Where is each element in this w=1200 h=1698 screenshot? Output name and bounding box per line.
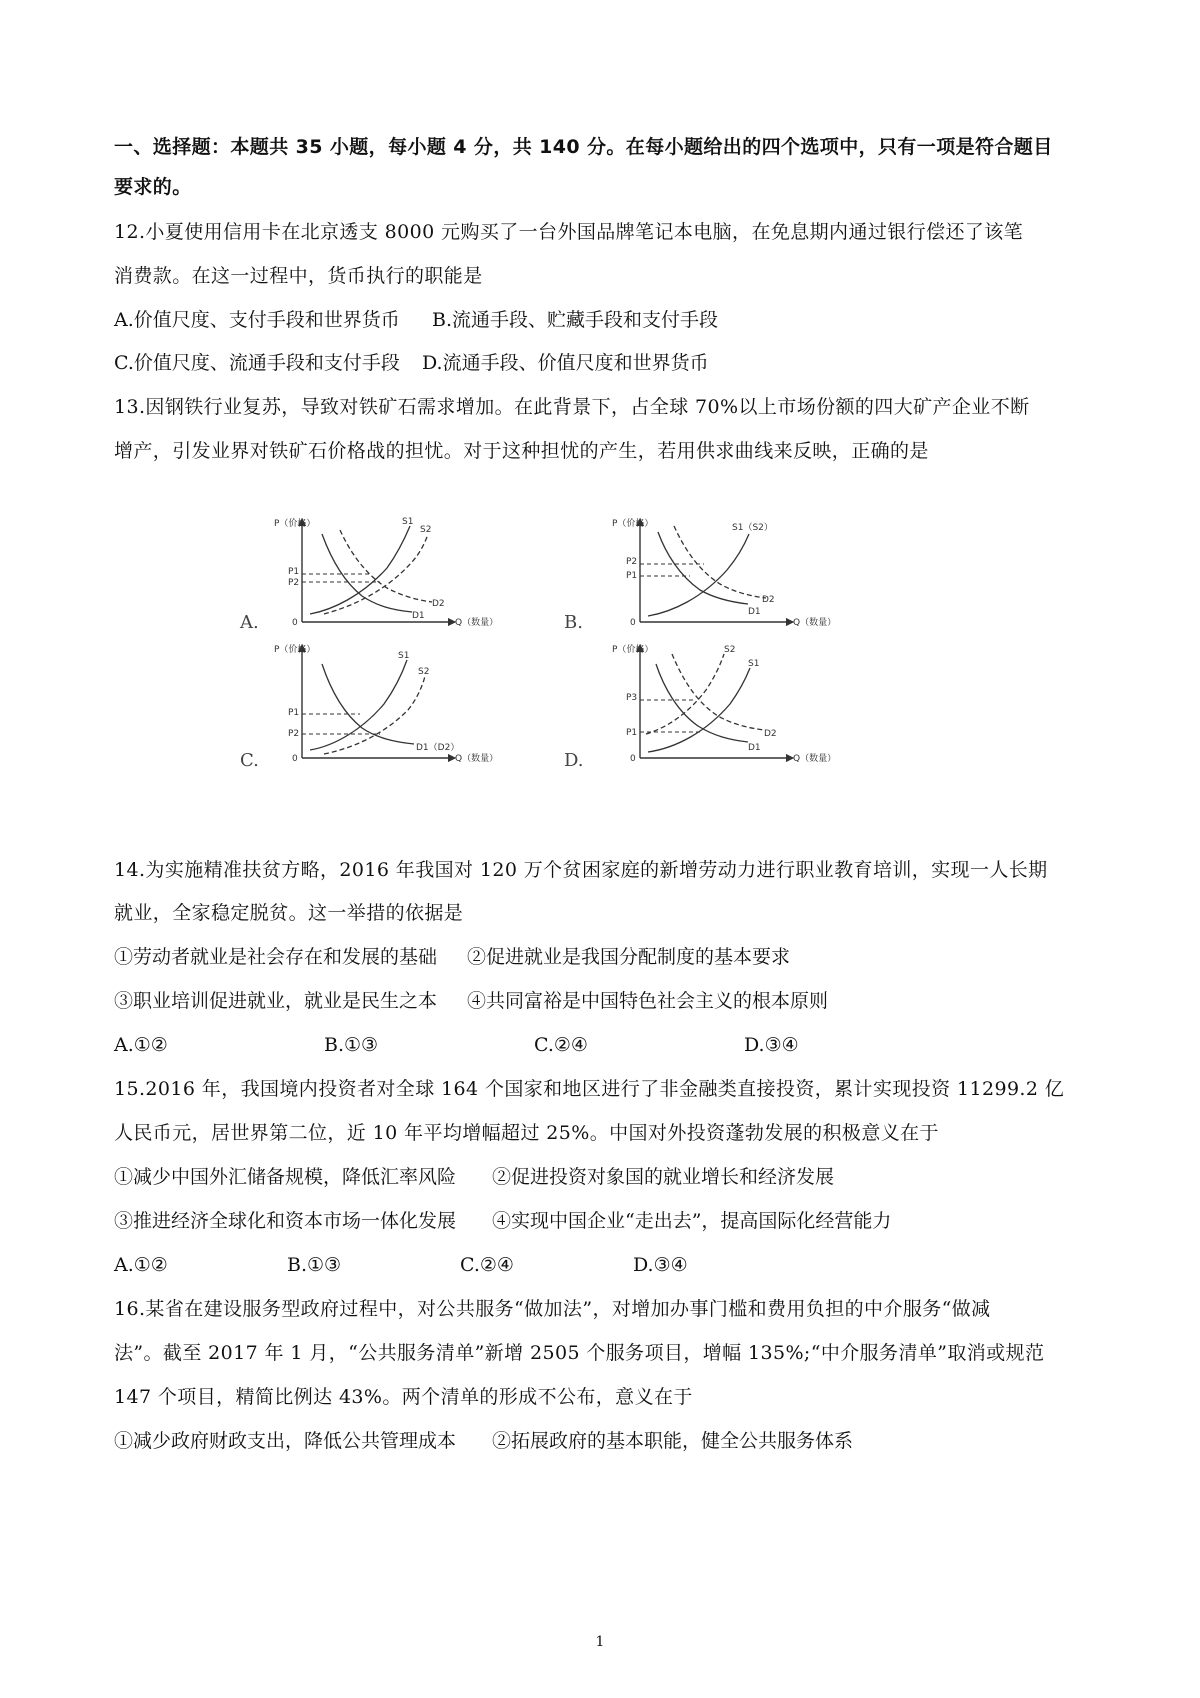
q12-option-b: B.流通手段、贮藏手段和支付手段 — [432, 309, 719, 331]
panel-b-d2-label: D2 — [762, 595, 775, 605]
panel-b-origin: 0 — [630, 618, 636, 628]
q16-stem-line3: 147 个项目，精简比例达 43%。两个清单的形成不公布，意义在于 — [114, 1386, 693, 1408]
q14-option-d: D.③④ — [744, 1034, 799, 1056]
panel-a-p1-label: P1 — [288, 567, 300, 577]
graph-panel-d — [564, 643, 836, 771]
q14-option-b: B.①③ — [324, 1034, 379, 1056]
panel-c-p1-label: P1 — [288, 708, 300, 718]
q15-option-b: B.①③ — [287, 1254, 342, 1276]
q14-items-row2 — [114, 988, 1014, 1014]
q15-stem-line2: 人民币元，居世界第二位，近 10 年平均增幅超过 25%。中国对外投资蓬勃发展的积极意义在于 — [114, 1122, 939, 1144]
q15-option-d: D.③④ — [633, 1254, 688, 1276]
panel-c-s1-curve — [310, 660, 407, 750]
panel-a-d2-label: D2 — [432, 599, 445, 609]
panel-c-p2-label: P2 — [288, 729, 300, 739]
panel-d-p1-label: P1 — [626, 728, 638, 738]
q12-option-d: D.流通手段、价值尺度和世界货币 — [422, 352, 709, 374]
graph-panel-c — [240, 643, 498, 771]
panel-a-x-label: Q（数量） — [455, 618, 499, 628]
graph-panel-b — [564, 517, 836, 633]
q14-item-3: ③职业培训促进就业，就业是民生之本 — [114, 990, 438, 1012]
panel-c-s2-label: S2 — [418, 667, 430, 677]
panel-d-x-label: Q（数量） — [793, 754, 837, 764]
panel-c-x-label: Q（数量） — [455, 754, 499, 764]
q12-options-row1 — [114, 307, 1014, 333]
q12-stem-line2: 消费款。在这一过程中，货币执行的职能是 — [114, 265, 483, 287]
panel-b-d1-label: D1 — [748, 607, 761, 617]
panel-b-d2-curve — [674, 526, 766, 598]
q14-options — [114, 1032, 1014, 1058]
q16-item-1: ①减少政府财政支出，降低公共管理成本 — [114, 1430, 457, 1452]
panel-a-p2-label: P2 — [288, 578, 300, 588]
panel-b-letter: B. — [564, 612, 583, 633]
panel-b-s-label: S1（S2） — [732, 523, 773, 533]
panel-c-d-label: D1（D2） — [416, 743, 460, 753]
q15-option-c: C.②④ — [460, 1254, 514, 1276]
panel-d-p3-label: P3 — [626, 693, 638, 703]
q14-stem-line2: 就业，全家稳定脱贫。这一举措的依据是 — [114, 902, 464, 924]
q15-stem-line1: 15.2016 年，我国境内投资者对全球 164 个国家和地区进行了非金融类直接投资，累计实现投资 11299.2 亿 — [114, 1078, 1065, 1100]
panel-a-s2-label: S2 — [420, 525, 432, 535]
q14-option-a: A.①② — [114, 1034, 168, 1056]
panel-a-y-label: P（价格） — [274, 519, 316, 529]
section-heading-line1: 一、选择题：本题共 35 小题，每小题 4 分，共 140 分。在每小题给出的四个选项中，只有一项是符合题目 — [114, 136, 1053, 158]
panel-c-s1-label: S1 — [398, 651, 410, 661]
q16-stem-line2: 法”。截至 2017 年 1 月，“公共服务清单”新增 2505 个服务项目，增幅 135%;“中介服务清单”取消或规范 — [114, 1342, 1045, 1364]
q16-stem-line1: 16.某省在建设服务型政府过程中，对公共服务“做加法”，对增加办事门槛和费用负担的中介服务“做减 — [114, 1298, 991, 1320]
panel-d-d2-label: D2 — [764, 729, 777, 739]
panel-a-d1-label: D1 — [412, 611, 425, 621]
panel-d-d1-label: D1 — [748, 743, 761, 753]
q15-items-row1 — [114, 1164, 1014, 1190]
q15-item-4: ④实现中国企业“走出去”，提高国际化经营能力 — [492, 1210, 892, 1232]
panel-b-p2-label: P2 — [626, 557, 638, 567]
q15-item-3: ③推进经济全球化和资本市场一体化发展 — [114, 1210, 457, 1232]
panel-d-s1-label: S1 — [748, 659, 760, 669]
q15-options — [114, 1252, 1014, 1278]
panel-d-y-label: P（价格） — [612, 645, 654, 655]
panel-a-s1-curve — [310, 526, 410, 614]
q15-item-2: ②促进投资对象国的就业增长和经济发展 — [492, 1166, 835, 1188]
panel-b-x-label: Q（数量） — [793, 618, 837, 628]
panel-c-origin: 0 — [292, 754, 298, 764]
q12-option-c: C.价值尺度、流通手段和支付手段 — [114, 352, 400, 374]
q14-stem-line1: 14.为实施精准扶贫方略，2016 年我国对 120 万个贫困家庭的新增劳动力进行职业教育培训，实现一人长期 — [114, 859, 1048, 881]
q15-item-1: ①减少中国外汇储备规模，降低汇率风险 — [114, 1166, 457, 1188]
q16-items-row1 — [114, 1428, 1014, 1454]
supply-demand-figure — [240, 517, 882, 848]
panel-c-y-label: P（价格） — [274, 645, 316, 655]
q13-stem-line1: 13.因钢铁行业复苏，导致对铁矿石需求增加。在此背景下，占全球 70%以上市场份额的四大矿产企业不断 — [114, 396, 1030, 418]
panel-a-d2-curve — [340, 530, 432, 602]
q13-stem-line2: 增产，引发业界对铁矿石价格战的担忧。对于这种担忧的产生，若用供求曲线来反映，正确的是 — [114, 440, 929, 462]
q15-items-row2 — [114, 1208, 1014, 1234]
panel-d-letter: D. — [564, 750, 584, 771]
panel-c-letter: C. — [240, 750, 259, 771]
q12-options-row2 — [114, 350, 1014, 376]
panel-a-s1-label: S1 — [402, 517, 414, 527]
panel-b-s-curve — [648, 534, 749, 616]
panel-b-d1-curve — [658, 532, 748, 604]
panel-b-y-label: P（价格） — [612, 519, 654, 529]
panel-b-p1-label: P1 — [626, 571, 638, 581]
panel-d-s2-label: S2 — [724, 645, 736, 655]
q16-item-2: ②拓展政府的基本职能，健全公共服务体系 — [492, 1430, 854, 1452]
panel-d-origin: 0 — [630, 754, 636, 764]
q14-items-row1 — [114, 944, 1014, 970]
panel-a-d1-curve — [322, 534, 412, 612]
q14-option-c: C.②④ — [534, 1034, 588, 1056]
graph-panel-a — [239, 517, 498, 633]
supply-demand-graphs — [240, 517, 882, 848]
q14-item-4: ④共同富裕是中国特色社会主义的根本原则 — [467, 990, 829, 1012]
page-number: 1 — [595, 1634, 605, 1650]
panel-a-letter: A. — [240, 612, 259, 633]
q14-item-1: ①劳动者就业是社会存在和发展的基础 — [114, 946, 438, 968]
section-heading-line2: 要求的。 — [114, 176, 192, 198]
q14-item-2: ②促进就业是我国分配制度的基本要求 — [467, 946, 791, 968]
q12-option-a: A.价值尺度、支付手段和世界货币 — [114, 309, 400, 331]
q12-stem-line1: 12.小夏使用信用卡在北京透支 8000 元购买了一台外国品牌笔记本电脑，在免息期内通过银行偿还了该笔 — [114, 221, 1024, 243]
panel-a-origin: 0 — [292, 618, 298, 628]
q15-option-a: A.①② — [114, 1254, 168, 1276]
